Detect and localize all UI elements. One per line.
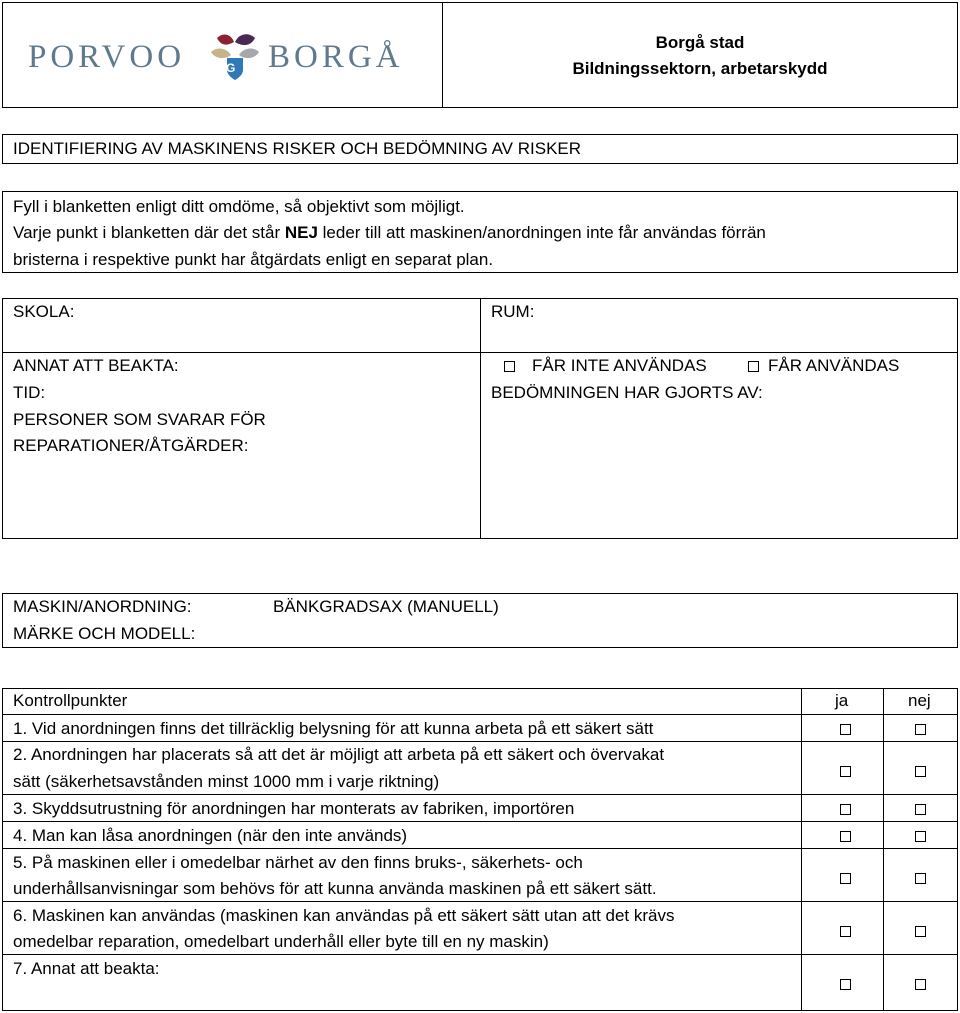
item-7-nej-checkbox[interactable]	[915, 979, 926, 990]
instruction-line-2	[13, 220, 766, 246]
item-4-ja-checkbox[interactable]	[840, 831, 851, 842]
checklist-item-3: 3. Skyddsutrustning för anordningen har monterats av fabriken, importören	[13, 799, 575, 818]
item-3-nej-checkbox[interactable]	[915, 804, 926, 815]
checklist-item-1: 1. Vid anordningen finns det tillräcklig belysning för att kunna arbeta på ett säkert sätt	[13, 719, 654, 738]
assessed-by-label: BEDÖMNINGEN HAR GJORTS AV:	[491, 383, 763, 402]
rum-label: RUM:	[491, 302, 535, 321]
logo-left-word: PORVOO	[28, 39, 186, 75]
city-emblem-icon	[205, 28, 265, 86]
instruction-line-3: bristerna i respektive punkt har åtgärdats enligt en separat plan.	[13, 250, 494, 269]
annat-label: ANNAT ATT BEAKTA:	[13, 356, 179, 375]
rum-field[interactable]	[480, 298, 958, 353]
brand-label: MÄRKE OCH MODELL:	[13, 624, 196, 643]
item-5-ja-checkbox[interactable]	[840, 873, 851, 884]
skola-label: SKOLA:	[13, 302, 75, 321]
emblem-letter: G	[226, 61, 236, 75]
item-2-nej-checkbox[interactable]	[915, 766, 926, 777]
org-line-sector: Bildningssektorn, arbetarskydd	[572, 59, 828, 78]
item-4-nej-checkbox[interactable]	[915, 831, 926, 842]
tid-label: TID:	[13, 383, 46, 402]
item-6-nej-checkbox[interactable]	[915, 926, 926, 937]
far-anvandas-label: FÅR ANVÄNDAS	[768, 356, 900, 375]
instruction-line-2-start: Varje punkt i blanketten där det står	[13, 223, 285, 242]
item-7-ja-checkbox[interactable]	[840, 979, 851, 990]
checklist-item-5-line2: underhållsanvisningar som behövs för att kunna använda maskinen på ett säkert sätt.	[13, 879, 657, 898]
checklist-item-7: 7. Annat att beakta:	[13, 959, 160, 978]
document-title: IDENTIFIERING AV MASKINENS RISKER OCH BEDÖMNING AV RISKER	[13, 139, 582, 158]
checkbox-far-inte-anvandas[interactable]	[504, 361, 515, 372]
machine-label: MASKIN/ANORDNING:	[13, 597, 192, 616]
item-1-ja-checkbox[interactable]	[840, 724, 851, 735]
checklist-item-2-line1: 2. Anordningen har placerats så att det är möjligt att arbeta på ett säkert och övervakat	[13, 745, 665, 764]
checklist-item-4: 4. Man kan låsa anordningen (när den inte används)	[13, 826, 408, 845]
item-3-ja-checkbox[interactable]	[840, 804, 851, 815]
personer-label-line2: REPARATIONER/ÅTGÄRDER:	[13, 436, 249, 455]
org-line-city: Borgå stad	[655, 33, 745, 52]
checklist-item-2-line2: sätt (säkerhetsavstånden minst 1000 mm i varje riktning)	[13, 772, 440, 791]
instruction-line-2-end: leder till att maskinen/anordningen inte får användas förrän	[317, 223, 766, 242]
checklist-table	[2, 688, 958, 1011]
personer-label-line1: PERSONER SOM SVARAR FÖR	[13, 410, 266, 429]
instruction-nej: NEJ	[284, 223, 318, 242]
far-inte-anvandas-label: FÅR INTE ANVÄNDAS	[532, 356, 707, 375]
checklist-header: Kontrollpunkter	[13, 691, 128, 710]
col-nej-header: nej	[908, 691, 931, 710]
logo-right-word: BORGÅ	[268, 39, 404, 75]
checklist-item-5-line1: 5. På maskinen eller i omedelbar närhet av den finns bruks-, säkerhets- och	[13, 853, 583, 872]
checklist-item-6-line2: omedelbar reparation, omedelbart underhåll eller byte till en ny maskin)	[13, 932, 549, 951]
instruction-line-1: Fyll i blanketten enligt ditt omdöme, så objektivt som möjligt.	[13, 197, 465, 216]
col-ja-header: ja	[835, 691, 849, 710]
checklist-item-6-line1: 6. Maskinen kan användas (maskinen kan användas på ett säkert sätt utan att det krävs	[13, 906, 675, 925]
org-name	[442, 30, 958, 82]
checkbox-far-anvandas[interactable]	[748, 361, 759, 372]
item-6-ja-checkbox[interactable]	[840, 926, 851, 937]
item-2-ja-checkbox[interactable]	[840, 766, 851, 777]
machine-value: BÄNKGRADSAX (MANUELL)	[273, 597, 499, 616]
item-5-nej-checkbox[interactable]	[915, 873, 926, 884]
item-1-nej-checkbox[interactable]	[915, 724, 926, 735]
